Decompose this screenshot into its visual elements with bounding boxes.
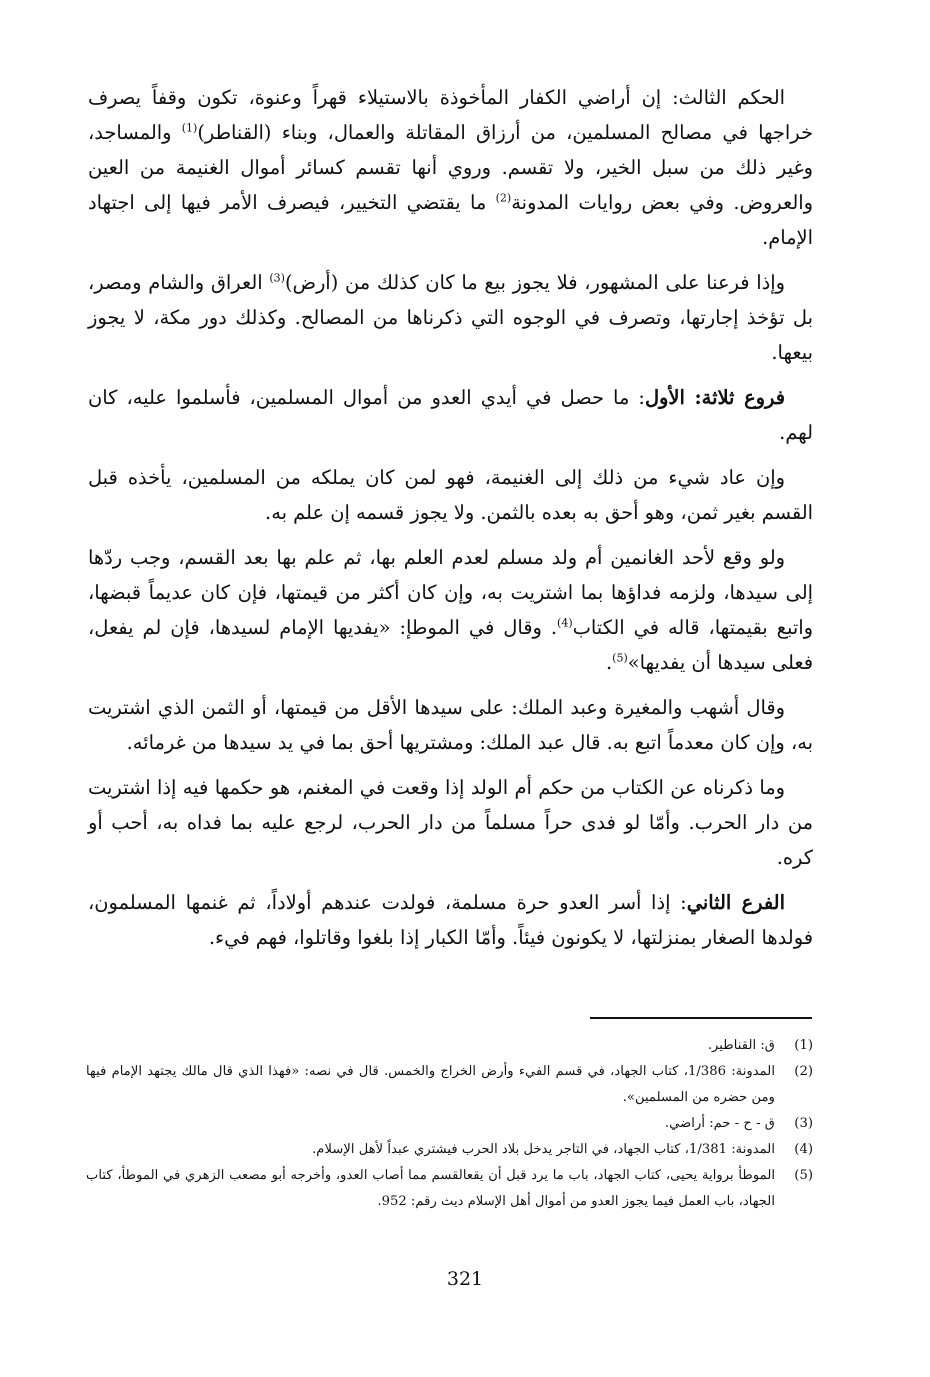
- paragraph-mashhur: [88, 265, 813, 370]
- text-run: ما يقتضي التخيير، فيصرف الأمر فيها إلى اجتهاد الإمام.: [88, 191, 813, 249]
- text-run: : ما حصل في أيدي العدو من أموال المسلمين، فأسلموا عليه، كان لهم.: [88, 386, 813, 444]
- section-heading: الفرع الثاني: [686, 891, 785, 914]
- footnote-ref[interactable]: (1): [181, 121, 198, 135]
- text-run: : إذا أسر العدو حرة مسلمة، فولدت عندهم أولاداً، ثم غنمها المسلمون، فولدها الصغار بمنزلتها، لا يكونون فيئاً. وأمّا الكبار إذا بلغوا وقاتلوا، فهم فيء.: [88, 891, 813, 949]
- footnote-separator: [590, 1017, 812, 1019]
- paragraph-ashhab-opinion: وقال أشهب والمغيرة وعبد الملك: على سيدها الأقل من قيمتها، أو الثمن الذي اشتريت به، وإن كان معدماً اتبع به. قال عبد الملك: ومشتريها أحق بما في يد سيدها من غرمائه.: [88, 696, 813, 754]
- main-text: [88, 80, 813, 965]
- footnote-text: المدونة: 1/381، كتاب الجهاد، في التاجر يدخل بلاد الحرب فيشتري عبداً لأهل الإسلام.: [312, 1142, 775, 1157]
- footnote-ref[interactable]: (4): [557, 616, 573, 630]
- paragraph-three-branches: [88, 380, 813, 450]
- footnote-4: [86, 1137, 813, 1163]
- text-run: العراق والشام ومصر، بل تؤخذ إجارتها، وتصرف في الوجوه التي ذكرناها من المصالح. وكذلك دور مكة، لا يجوز بيعها.: [88, 271, 813, 364]
- paragraph-third-ruling: [88, 80, 813, 255]
- footnote-2: [86, 1059, 813, 1111]
- paragraph-returned-to-spoils: وإن عاد شيء من ذلك إلى الغنيمة، فهو لمن كان يملكه من المسلمين، يأخذه قبل القسم بغير ثمن، وهو أحق به بعده بالثمن. ولا يجوز قسمه إن علم به.: [88, 466, 813, 524]
- footnote-text: الموطأ برواية يحيى، كتاب الجهاد، باب ما يرد قبل أن يقعالقسم مما أصاب العدو، وأخرجه أبو مصعب الزهري في الموطأ، كتاب الجهاد، باب العمل فيما يجوز العدو من أموال أهل الإسلام ديث رقم: 952.: [86, 1168, 775, 1209]
- footnote-number: (2): [794, 1064, 813, 1079]
- footnote-1: [86, 1033, 813, 1059]
- footnote-ref[interactable]: (5): [612, 651, 628, 665]
- text-run: . وقال في الموطإ: «يفديها الإمام لسيدها، فإن لم يفعل، فعلى سيدها أن يفديها»: [88, 616, 813, 674]
- text-run: ولو وقع لأحد الغانمين أم ولد مسلم لعدم العلم بها، ثم علم بها بعد القسم، وجب ردّها إلى سيدها، ولزمه فداؤها بما اشتريت به، وإن كان أكثر من قيمتها، فإن كان عديماً قبضها، واتبع بقيمتها، قاله في الكتاب: [88, 546, 813, 639]
- footnotes: [86, 1033, 813, 1215]
- footnote-ref[interactable]: (2): [495, 191, 512, 205]
- footnote-number: (3): [794, 1116, 813, 1131]
- footnote-text: المدونة: 1/386، كتاب الجهاد، في قسم الفيء وأرض الخراج والخمس. قال في نصه: «فهذا الذي قال مالك يجتهد الإمام فيها ومن حضره من المسلمين».: [86, 1064, 775, 1105]
- paragraph-second-branch: [88, 885, 813, 955]
- text-run: الحكم الثالث: إن أراضي الكفار المأخوذة بالاستيلاء قهراً وعنوة، تكون وقفاً يصرف خراجها في مصالح المسلمين، من أرزاق المقاتلة والعمال، وبناء (القناطر): [88, 86, 813, 144]
- footnote-5: [86, 1163, 813, 1215]
- footnote-ref[interactable]: (3): [269, 271, 285, 285]
- paragraph-umm-walad: [88, 540, 813, 680]
- section-heading: فروع ثلاثة: الأول: [644, 386, 785, 409]
- text-run: والمساجد، وغير ذلك من سبل الخير، ولا تقسم. وروي أنها تقسم كسائر أموال الغنيمة من العين والعروض. وفي بعض روايات المدونة: [88, 121, 814, 214]
- text-run: وإذا فرعنا على المشهور، فلا يجوز بيع ما كان كذلك من (أرض): [284, 271, 785, 294]
- paragraph-dar-al-harb: وما ذكرناه عن الكتاب من حكم أم الولد إذا وقعت في المغنم، هو حكمها فيه إذا اشتريت من دار الحرب. وأمّا لو فدى حراً مسلماً من دار الحرب، لرجع عليه بما فداه به، أحب أو كره.: [88, 776, 813, 869]
- text-run: .: [606, 651, 613, 674]
- footnote-3: [86, 1111, 813, 1137]
- footnote-number: (4): [794, 1142, 813, 1157]
- footnote-text: ق - ح - حم: أراضي.: [664, 1116, 775, 1131]
- footnote-text: ق: القناطير.: [707, 1038, 775, 1053]
- footnote-number: (1): [794, 1038, 813, 1053]
- footnote-number: (5): [794, 1168, 813, 1183]
- page-number: 321: [446, 1268, 484, 1290]
